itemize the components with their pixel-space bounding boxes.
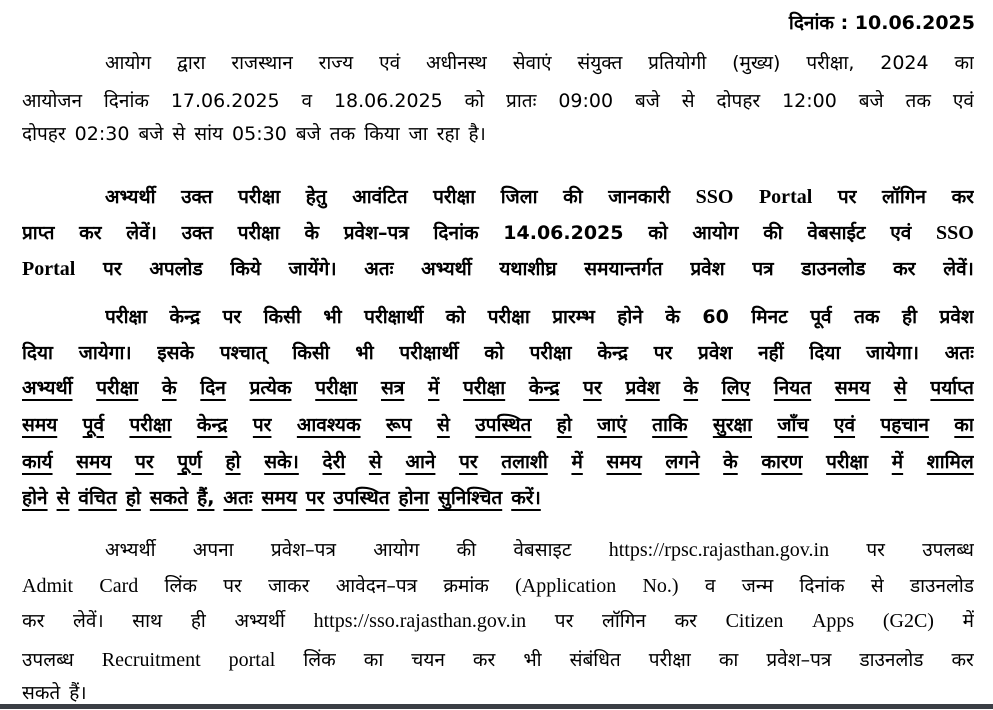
word: भी bbox=[323, 306, 342, 328]
word: आने bbox=[405, 451, 436, 473]
word: जायेंगे। bbox=[288, 258, 337, 280]
word: के bbox=[304, 222, 320, 244]
word: करें। bbox=[511, 487, 541, 509]
word: 2024 bbox=[880, 52, 929, 74]
word: होने bbox=[617, 306, 643, 328]
word: को bbox=[484, 342, 504, 364]
word: उक्त bbox=[181, 186, 213, 208]
word: पूर्व bbox=[82, 414, 105, 436]
word: के bbox=[161, 377, 177, 399]
word: https://rpsc.rajasthan.gov.in bbox=[608, 539, 830, 561]
word: कारण bbox=[761, 451, 803, 473]
word: कार्य bbox=[22, 451, 53, 473]
word: परीक्षा bbox=[529, 342, 572, 364]
word: तक bbox=[854, 306, 880, 328]
paragraph-4-line-3 bbox=[22, 606, 974, 638]
word: पर bbox=[222, 306, 242, 328]
word: को bbox=[464, 90, 485, 112]
word: इसके bbox=[157, 342, 195, 364]
word: परीक्षा bbox=[463, 377, 506, 399]
word: ही bbox=[902, 306, 918, 328]
word: यथाशीघ्र bbox=[499, 258, 557, 280]
paragraph-3-underlined-line-2 bbox=[22, 410, 974, 442]
word: Card bbox=[99, 575, 139, 597]
word: आवश्यक bbox=[296, 414, 361, 436]
word: पहचान bbox=[880, 414, 929, 436]
word: पश्चात् bbox=[219, 342, 267, 364]
word: 12:00 bbox=[782, 90, 837, 112]
word: संबंधित bbox=[569, 649, 621, 671]
word: कर bbox=[22, 610, 45, 632]
word: अभ्यर्थी bbox=[105, 539, 156, 561]
paragraph-4-line-4 bbox=[22, 645, 974, 677]
word: पर bbox=[554, 610, 574, 632]
word: जाँच bbox=[777, 414, 809, 436]
word: परीक्षा bbox=[315, 377, 358, 399]
word: डाउनलोड bbox=[909, 575, 974, 597]
word: कर bbox=[951, 186, 974, 208]
word: समय bbox=[22, 414, 58, 436]
word: परीक्षा bbox=[648, 649, 691, 671]
word: का bbox=[718, 649, 739, 671]
word: बजे bbox=[634, 90, 660, 112]
word: Admit bbox=[22, 575, 74, 597]
word: प्राप्त bbox=[22, 222, 55, 244]
word: सकते bbox=[22, 682, 61, 704]
word: SSO bbox=[935, 222, 974, 244]
word: किसी bbox=[263, 306, 301, 328]
paragraph-3-underlined-line-3 bbox=[22, 447, 974, 479]
word: कर bbox=[674, 610, 697, 632]
word: नहीं bbox=[758, 342, 784, 364]
word: SSO bbox=[695, 186, 734, 208]
word: के bbox=[683, 377, 699, 399]
word: उपस्थित bbox=[333, 487, 390, 509]
word: रूप bbox=[385, 414, 412, 436]
word: दिन bbox=[200, 377, 226, 399]
word: परीक्षा bbox=[129, 414, 172, 436]
word: सकते bbox=[149, 487, 189, 509]
word: तक bbox=[329, 123, 356, 145]
word: तक bbox=[905, 90, 931, 112]
word: के bbox=[665, 306, 680, 328]
word: आयोग bbox=[373, 539, 420, 561]
word: कर bbox=[472, 649, 496, 671]
word: परीक्षार्थी bbox=[399, 342, 459, 364]
paragraph-3-underlined-line-1 bbox=[22, 373, 974, 405]
paragraph-1-line-1 bbox=[105, 48, 974, 80]
word: पत्र bbox=[752, 258, 774, 280]
word: हो bbox=[125, 487, 141, 509]
word: समय bbox=[261, 487, 297, 509]
word: का bbox=[954, 52, 974, 74]
word: रहा bbox=[436, 123, 460, 145]
word: से bbox=[870, 575, 884, 597]
word: भी bbox=[523, 649, 542, 671]
word: जानकारी bbox=[608, 186, 670, 208]
word: किया bbox=[364, 123, 400, 145]
paragraph-3-line-1 bbox=[105, 302, 974, 334]
word: भी bbox=[355, 342, 374, 364]
word: लिंक bbox=[303, 649, 336, 671]
word: प्रारम्भ bbox=[552, 306, 595, 328]
word: पर bbox=[305, 487, 325, 509]
word: प्रत्येक bbox=[249, 377, 292, 399]
word: परीक्षा bbox=[238, 186, 281, 208]
word: दोपहर bbox=[716, 90, 761, 112]
paragraph-2-line-2 bbox=[22, 218, 974, 250]
word: परीक्षा bbox=[433, 186, 476, 208]
word: पर bbox=[223, 575, 242, 597]
word: केन्द्र bbox=[597, 342, 628, 364]
word: लगने bbox=[665, 451, 700, 473]
word: लेवें। bbox=[943, 258, 974, 280]
word: दिनांक bbox=[103, 90, 149, 112]
word: डाउनलोड bbox=[801, 258, 866, 280]
word: लॉगिन bbox=[882, 186, 926, 208]
word: की bbox=[763, 222, 783, 244]
word: का bbox=[954, 414, 974, 436]
word: Apps bbox=[811, 610, 855, 632]
word: परीक्षा bbox=[826, 451, 869, 473]
word: प्रवेश bbox=[625, 377, 660, 399]
word: दिया bbox=[809, 342, 841, 364]
word: केन्द्र bbox=[196, 414, 228, 436]
word: लिए bbox=[721, 377, 751, 399]
word: समयान्तर्गत bbox=[584, 258, 663, 280]
word: पर bbox=[135, 451, 154, 473]
word: दिनांक bbox=[799, 575, 845, 597]
word: पर bbox=[837, 186, 857, 208]
word: द्वारा bbox=[176, 52, 206, 74]
word: अतः bbox=[944, 342, 974, 364]
word: आयोग bbox=[692, 222, 739, 244]
word: में bbox=[962, 610, 974, 632]
word: हो bbox=[225, 451, 241, 473]
notice-date: दिनांक : 10.06.2025 bbox=[788, 12, 975, 34]
word: जन्म bbox=[741, 575, 774, 597]
word: सुनिश्चित bbox=[438, 487, 503, 509]
bottom-edge-bar bbox=[0, 704, 993, 709]
word: पर bbox=[459, 451, 478, 473]
word: समय bbox=[76, 451, 112, 473]
word: जायेगा। bbox=[866, 342, 919, 364]
word: अतः bbox=[364, 258, 394, 280]
word: एवं bbox=[379, 52, 401, 74]
word: बजे bbox=[858, 90, 884, 112]
word: 09:00 bbox=[558, 90, 614, 112]
word: एवं bbox=[833, 414, 856, 436]
word: हैं, bbox=[197, 487, 215, 509]
word: किये bbox=[230, 258, 261, 280]
word: उक्त bbox=[181, 222, 213, 244]
word: में bbox=[891, 451, 904, 473]
word: अभ्यर्थी bbox=[234, 610, 285, 632]
word: एवं bbox=[890, 222, 912, 244]
word: जा bbox=[408, 123, 428, 145]
word: परीक्षा bbox=[96, 377, 139, 399]
word: कर bbox=[79, 222, 102, 244]
word: सत्र bbox=[380, 377, 405, 399]
word: No.) bbox=[642, 575, 679, 597]
word: साथ bbox=[132, 610, 163, 632]
word: में bbox=[428, 377, 440, 399]
word: आवेदन–पत्र bbox=[335, 575, 418, 597]
word: लॉगिन bbox=[602, 610, 646, 632]
word: से bbox=[436, 414, 450, 436]
word: उपलब्ध bbox=[922, 539, 974, 561]
word: देरी bbox=[322, 451, 346, 473]
word: प्रवेश bbox=[939, 306, 974, 328]
word: नियत bbox=[773, 377, 812, 399]
word: कर bbox=[893, 258, 916, 280]
word: व bbox=[704, 575, 716, 597]
word: परीक्षा bbox=[105, 306, 148, 328]
word: दिनांक bbox=[433, 222, 479, 244]
word: प्रवेश–पत्र bbox=[343, 222, 409, 244]
word: पूर्व bbox=[810, 306, 832, 328]
paragraph-4-line-1 bbox=[105, 535, 974, 567]
word: पर bbox=[103, 258, 122, 280]
word: चयन bbox=[411, 649, 445, 671]
word: से bbox=[56, 487, 70, 509]
word: 14.06.2025 bbox=[503, 222, 624, 244]
word: 05:30 bbox=[232, 123, 287, 145]
word: मिनट bbox=[751, 306, 788, 328]
word: आयोजन bbox=[22, 90, 83, 112]
word: से bbox=[893, 377, 907, 399]
word: ही bbox=[190, 610, 206, 632]
word: हैं। bbox=[69, 682, 87, 704]
word: प्रवेश–पत्र bbox=[270, 539, 336, 561]
word: Portal bbox=[758, 186, 813, 208]
paragraph-4-line-2 bbox=[22, 571, 974, 603]
word: परीक्षार्थी bbox=[364, 306, 424, 328]
word: वंचित bbox=[78, 487, 117, 509]
word: तलाशी bbox=[501, 451, 548, 473]
word: 60 bbox=[702, 306, 729, 328]
word: सुरक्षा bbox=[712, 414, 753, 436]
word: अभ्यर्थी bbox=[105, 186, 156, 208]
word: को bbox=[648, 222, 668, 244]
word: में bbox=[571, 451, 583, 473]
word: बजे bbox=[138, 123, 164, 145]
paragraph-1-line-3 bbox=[22, 119, 974, 151]
word: का bbox=[363, 649, 384, 671]
word: परीक्षा, bbox=[806, 52, 855, 74]
word: लिंक bbox=[164, 575, 197, 597]
word: होना bbox=[398, 487, 430, 509]
word: कर bbox=[951, 649, 974, 671]
word: जायेगा। bbox=[78, 342, 132, 364]
word: जिला bbox=[500, 186, 538, 208]
word: अभ्यर्थी bbox=[22, 377, 73, 399]
paragraph-2-line-3 bbox=[22, 254, 974, 286]
word: अपलोड bbox=[149, 258, 203, 280]
word: हो bbox=[556, 414, 572, 436]
word: परीक्षा bbox=[487, 306, 530, 328]
paragraph-3-line-2 bbox=[22, 338, 974, 370]
word: उपलब्ध bbox=[22, 649, 74, 671]
word: क्रमांक bbox=[443, 575, 489, 597]
word: है। bbox=[468, 123, 486, 145]
word: आयोग bbox=[105, 52, 152, 74]
word: सांय bbox=[194, 123, 224, 145]
word: की bbox=[456, 539, 477, 561]
word: अभ्यर्थी bbox=[421, 258, 472, 280]
word: पर्याप्त bbox=[930, 377, 974, 399]
word: एवं bbox=[952, 90, 974, 112]
paragraph-2-line-1 bbox=[105, 182, 974, 214]
word: की bbox=[563, 186, 583, 208]
word: वेबसाईट bbox=[807, 222, 866, 244]
word: जाकर bbox=[268, 575, 310, 597]
word: होने bbox=[22, 487, 48, 509]
word: को bbox=[445, 306, 466, 328]
word: हेतु bbox=[305, 186, 327, 208]
word: राजस्थान bbox=[231, 52, 293, 74]
word: अधीनस्थ bbox=[426, 52, 487, 74]
word: लेवें। bbox=[73, 610, 104, 632]
word: लेवें। bbox=[126, 222, 157, 244]
word: Portal bbox=[22, 258, 76, 280]
word: परीक्षा bbox=[237, 222, 280, 244]
word: अतः bbox=[223, 487, 253, 509]
word: उपस्थित bbox=[475, 414, 532, 436]
word: 17.06.2025 bbox=[170, 90, 280, 112]
paragraph-1-line-2 bbox=[22, 86, 974, 118]
word: शामिल bbox=[926, 451, 974, 473]
word: प्रवेश bbox=[698, 342, 733, 364]
word: संयुक्त bbox=[577, 52, 623, 74]
word: से bbox=[368, 451, 382, 473]
word: प्रातः bbox=[506, 90, 537, 112]
word: राज्य bbox=[318, 52, 354, 74]
word: दोपहर bbox=[22, 123, 66, 145]
word: से bbox=[172, 123, 186, 145]
word: आवंटित bbox=[352, 186, 408, 208]
word: पर bbox=[866, 539, 885, 561]
word: केन्द्र bbox=[528, 377, 560, 399]
word: 02:30 bbox=[74, 123, 130, 145]
word: दिया bbox=[22, 342, 53, 364]
word: प्रवेश–पत्र bbox=[766, 649, 832, 671]
word: Recruitment bbox=[101, 649, 201, 671]
word: वेबसाइट bbox=[513, 539, 572, 561]
word: Citizen bbox=[725, 610, 784, 632]
word: portal bbox=[228, 649, 276, 671]
word: सेवाएं bbox=[512, 52, 552, 74]
word: (G2C) bbox=[882, 610, 934, 632]
word: (मुख्य) bbox=[732, 52, 781, 74]
paragraph-3-underlined-line-4 bbox=[22, 483, 974, 515]
word: पर bbox=[583, 377, 602, 399]
word: समय bbox=[834, 377, 871, 399]
word: 18.06.2025 bbox=[333, 90, 443, 112]
word: प्रतियोगी bbox=[648, 52, 707, 74]
word: केन्द्र bbox=[169, 306, 201, 328]
word: अपना bbox=[192, 539, 234, 561]
word: पर bbox=[252, 414, 272, 436]
word: जाएं bbox=[597, 414, 627, 436]
word: से bbox=[681, 90, 695, 112]
word: पर bbox=[653, 342, 673, 364]
word: डाउनलोड bbox=[859, 649, 924, 671]
word: के bbox=[723, 451, 738, 473]
word: ताकि bbox=[652, 414, 688, 436]
word: किसी bbox=[292, 342, 330, 364]
word: प्रवेश bbox=[690, 258, 725, 280]
word: https://sso.rajasthan.gov.in bbox=[313, 610, 527, 632]
word: पूर्ण bbox=[177, 451, 202, 473]
word: (Application bbox=[515, 575, 617, 597]
word: बजे bbox=[295, 123, 321, 145]
word: सके। bbox=[264, 451, 299, 473]
word: समय bbox=[606, 451, 642, 473]
word: व bbox=[301, 90, 313, 112]
